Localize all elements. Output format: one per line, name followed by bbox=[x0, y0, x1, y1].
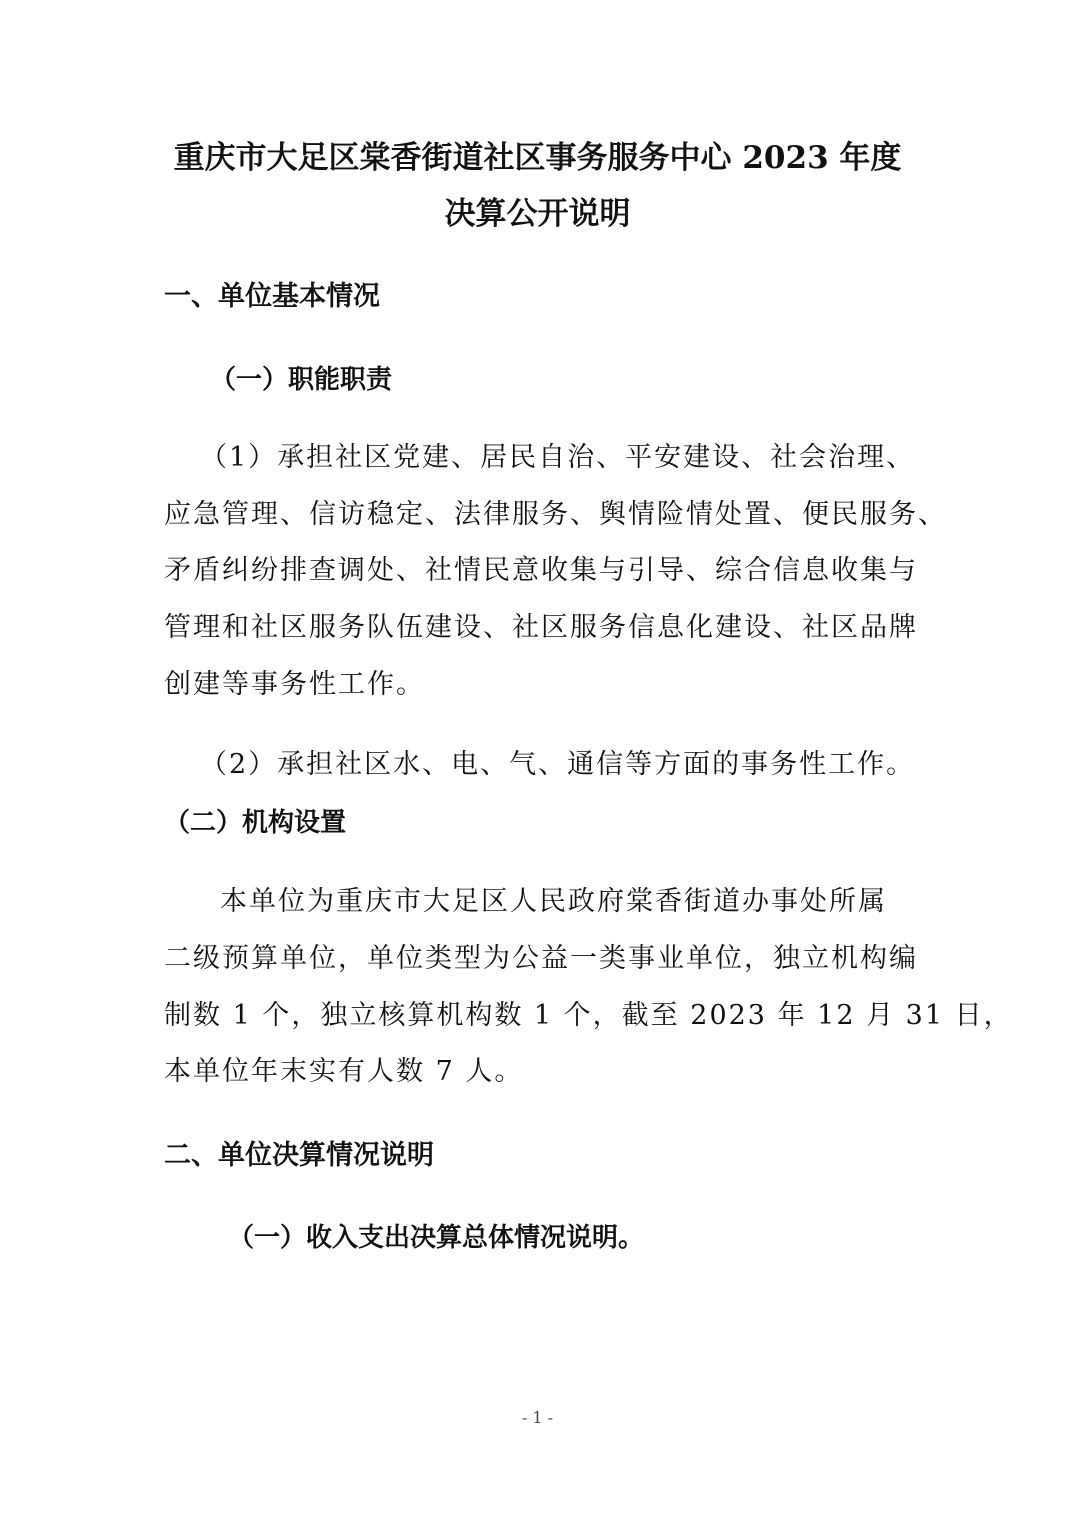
section-heading-final-accounts: 二、单位决算情况说明 bbox=[164, 1140, 434, 1171]
duties-paragraph-1-line-2: 应急管理、信访稳定、法律服务、舆情险情处置、便民服务、 bbox=[164, 499, 947, 530]
org-paragraph-line-3: 制数 1 个，独立核算机构数 1 个，截至 2023 年 12 月 31 日， bbox=[164, 1000, 1013, 1031]
section-heading-basic-info: 一、单位基本情况 bbox=[164, 281, 380, 312]
subsection-heading-income-expenditure: （一）收入支出决算总体情况说明。 bbox=[228, 1223, 645, 1253]
duties-paragraph-2: （2）承担社区水、电、气、通信等方面的事务性工作。 bbox=[200, 749, 916, 780]
document-title-line-1: 重庆市大足区棠香街道社区事务服务中心 2023 年度 bbox=[173, 140, 902, 176]
duties-paragraph-1-line-5: 创建等事务性工作。 bbox=[164, 669, 425, 700]
subsection-heading-duties: （一）职能职责 bbox=[210, 365, 393, 395]
org-paragraph-line-1: 本单位为重庆市大足区人民政府棠香街道办事处所属 bbox=[220, 886, 887, 917]
subsection-heading-organization: （二）机构设置 bbox=[164, 808, 347, 838]
duties-paragraph-1-line-3: 矛盾纠纷排查调处、社情民意收集与引导、综合信息收集与 bbox=[164, 555, 918, 586]
document-title-line-2: 决算公开说明 bbox=[444, 196, 631, 232]
page-number: - 1 - bbox=[521, 1408, 554, 1427]
duties-paragraph-1-line-1: （1）承担社区党建、居民自治、平安建设、社会治理、 bbox=[200, 442, 916, 473]
org-paragraph-line-2: 二级预算单位，单位类型为公益一类事业单位，独立机构编 bbox=[164, 943, 918, 974]
org-paragraph-line-4: 本单位年末实有人数 7 人。 bbox=[164, 1056, 524, 1087]
duties-paragraph-1-line-4: 管理和社区服务队伍建设、社区服务信息化建设、社区品牌 bbox=[164, 612, 918, 643]
